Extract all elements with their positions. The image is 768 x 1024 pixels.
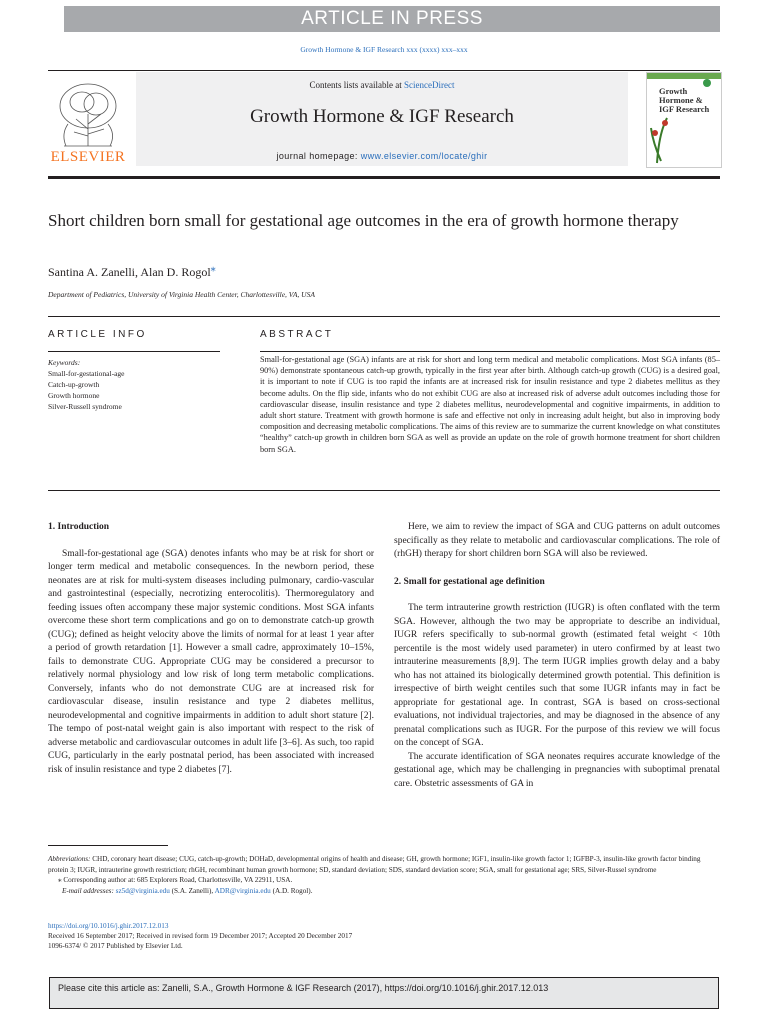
contents-prefix: Contents lists available at: [309, 80, 404, 90]
section-2-paragraph-2: The accurate identification of SGA neonates requires accurate knowledge of the gestational age, which may be challenging in pregnancies with suboptimal prenatal care. Obstetric assessments of GA in: [394, 751, 720, 789]
section-1-paragraph-2: Here, we aim to review the impact of SGA and CUG patterns on adult outcomes specifically as they relate to metabolic and cardiovascular complications. The role of (rhGH) therapy for short children born SGA will also be reviewed.: [394, 522, 720, 559]
front-matter-rule: [48, 316, 720, 317]
affiliation: Department of Pediatrics, University of Virginia Health Center, Charlottesville, VA, USA: [48, 290, 315, 299]
article-info-heading: ARTICLE INFO: [48, 329, 147, 340]
corresponding-author-note: ⁎ Corresponding author at: 685 Explorers Road, Charlottesville, VA 22911, USA.: [58, 876, 293, 884]
body-right-column: [394, 521, 720, 791]
received-dates: Received 16 September 2017; Received in revised form 19 December 2017; Accepted 20 December 2017: [48, 932, 353, 941]
section-1-heading: 1. Introduction: [48, 522, 110, 532]
keyword-item: Catch-up-growth: [48, 380, 100, 389]
publisher-wordmark: ELSEVIER: [50, 149, 126, 165]
contents-available-line: [136, 80, 628, 90]
sciencedirect-link[interactable]: ScienceDirect: [404, 80, 455, 90]
email-name-zanelli: (S.A. Zanelli),: [169, 886, 215, 895]
cover-plant-icon: [647, 73, 721, 167]
homepage-prefix: journal homepage:: [276, 151, 361, 161]
keywords-block: [48, 357, 125, 412]
abbreviations-footnote: [48, 854, 720, 875]
journal-title: Growth Hormone & IGF Research: [250, 106, 514, 127]
header-bottom-rule: [48, 176, 720, 179]
cover-title: Growth Hormone & IGF Research: [659, 86, 710, 114]
copyright-line: 1096-6374/ © 2017 Published by Elsevier Ltd.: [48, 942, 183, 951]
authors-text: Santina A. Zanelli, Alan D. Rogol: [48, 265, 211, 279]
email-name-rogol: (A.D. Rogol).: [270, 886, 313, 895]
footnotes: [48, 854, 720, 896]
keyword-item: Silver-Russell syndrome: [48, 402, 122, 411]
article-info-rule: [48, 351, 220, 352]
citation-text[interactable]: Please cite this article as: Zanelli, S.A., Growth Hormone & IGF Research (2017), https://doi.org/10.1016/j.ghir.2017.12.013: [58, 983, 549, 993]
journal-reference[interactable]: Growth Hormone & IGF Research xxx (xxxx) xxx–xxx: [300, 45, 468, 54]
email-footnote: [48, 886, 720, 897]
footnote-rule: [48, 845, 168, 846]
abstract-text: Small-for-gestational age (SGA) infants are at risk for short and long term medical and metabolic complications. Most SGA infants (85–90%) demonstrate spontaneous catch-up growth, typically in the first year after birth. Although catch-up growth (CUG) is a desired goal, it is important to note if CUG is too rapid the infants are at increased risk for insulin resistance and type 2 diabetes mellitus as they become adults. On the flip side, infants who do not exhibit CUG are also at increased risk of adverse adult outcomes including those for cardiovascular disease, insulin resistance and type 2 diabetes mellitus, neurodevelopmental and cognitive impairments, in addition to adult short stature. Treatment with growth hormone is safe and effective not only in increasing adult height, but also in improving body composition and decreasing metabolic complications. The aims of this review are to summarize the current knowledge on what constitutes “healthy” catch-up growth in children born SGA as well as provide an update on the role of growth hormone treatment for short children born SGA.: [260, 355, 720, 454]
corresponding-author-mark[interactable]: ⁎: [210, 263, 216, 274]
article-title: Short children born small for gestational age outcomes in the era of growth hormone therapy: [48, 211, 679, 230]
journal-cover-thumbnail[interactable]: [646, 72, 722, 168]
article-history: [48, 921, 352, 952]
section-1-paragraph-1: Small-for-gestational age (SGA) denotes infants who may be at risk for short or longer term medical and metabolic consequences. In the newborn period, these neonates are at risk for multi-system diseases including pulmonary, cardio-vascular and gastrointestinal (especially, necrotizing enterocolitis). Thermoregulatory and feeding issues often accompany these major systemic conditions. Most SGA infants overcome these short term complications and go on to demonstrate catch-up growth (CUG); defined as height velocity above the limits of normal for at least 1 year after a period of growth retardation [1]. However a small cadre, approximately 10–15%, fails to demonstrate CUG. Appropriate CUG may be considered a precursor to relatively normal physiology and low risk of long term metabolic complications. Conversely, infants who do not demonstrate CUG are at increased risk for cardiovascular disease, insulin resistance and type 2 diabetes mellitus, neurodevelopmental and cognitive impairments in addition to adult short stature [2]. The tempo of post-natal weight gain is also important with respect to the risk of adverse metabolic and cardiovascular outcomes in adult life [3–6]. As such, too rapid CUG, particularly in the early postnatal period, has been associated with increased risk of insulin resistance and type 2 diabetes [7].: [48, 548, 374, 775]
abstract-bottom-rule: [48, 490, 720, 491]
abbreviations-text: CHD, coronary heart disease; CUG, catch-up-growth; DOHaD, developmental origins of health and disease; GH, growth hormone; IGF1, insulin-like growth factor 1; IGFBP-3, insulin-like growth factor binding protein 3; IUGR, intrauterine growth restriction; rhGH, recombinant human growth hormone; SD, standard deviation; SDS, standard deviation score; SGA, small for gestational age; SRS, Silver-Russel syndrome: [48, 855, 701, 874]
citation-box: [49, 977, 719, 1009]
header-top-rule: [48, 70, 720, 71]
author-list: [48, 263, 216, 280]
journal-homepage-line: [136, 151, 628, 161]
doi-link[interactable]: https://doi.org/10.1016/j.ghir.2017.12.013: [48, 922, 169, 930]
journal-homepage-link[interactable]: www.elsevier.com/locate/ghir: [360, 151, 488, 161]
section-2-heading: 2. Small for gestational age definition: [394, 576, 545, 587]
abstract-rule: [260, 351, 720, 352]
email-link-zanelli[interactable]: sz5d@virginia.edu: [115, 886, 170, 895]
abstract-heading: ABSTRACT: [260, 329, 334, 340]
article-in-press-banner: ARTICLE IN PRESS: [64, 6, 720, 32]
email-link-rogol[interactable]: ADR@virginia.edu: [214, 886, 271, 895]
keyword-item: Small-for-gestational-age: [48, 369, 125, 378]
keyword-item: Growth hormone: [48, 391, 100, 400]
section-2-paragraph-1: The term intrauterine growth restriction (IUGR) is often conflated with the term SGA. However, although the two may be appropriate to describe an individual, IUGR refers specifically to sub-normal growth (estimated fetal weight < 10th percentile is the most widely used parameter) in utero confirmed by at least two intrauterine measurements [8,9]. The term IUGR implies growth delay and a baby who has not attained its biologically determined growth potential. This definition is irrespective of birth weight centiles such that some IUGR infants may in fact be appropriate for gestational age. In contrast, SGA is based on cross-sectional evaluations, not individual trajectories, and may be diagnosed in the absence of any prenatal complications such as IUGR. For the purpose of this review we will focus on the concept of SGA.: [394, 603, 720, 748]
abbreviations-label: Abbreviations:: [48, 855, 91, 863]
body-left-column: [48, 521, 374, 777]
keywords-label: Keywords:: [48, 358, 81, 367]
email-label: E-mail addresses:: [62, 886, 114, 895]
